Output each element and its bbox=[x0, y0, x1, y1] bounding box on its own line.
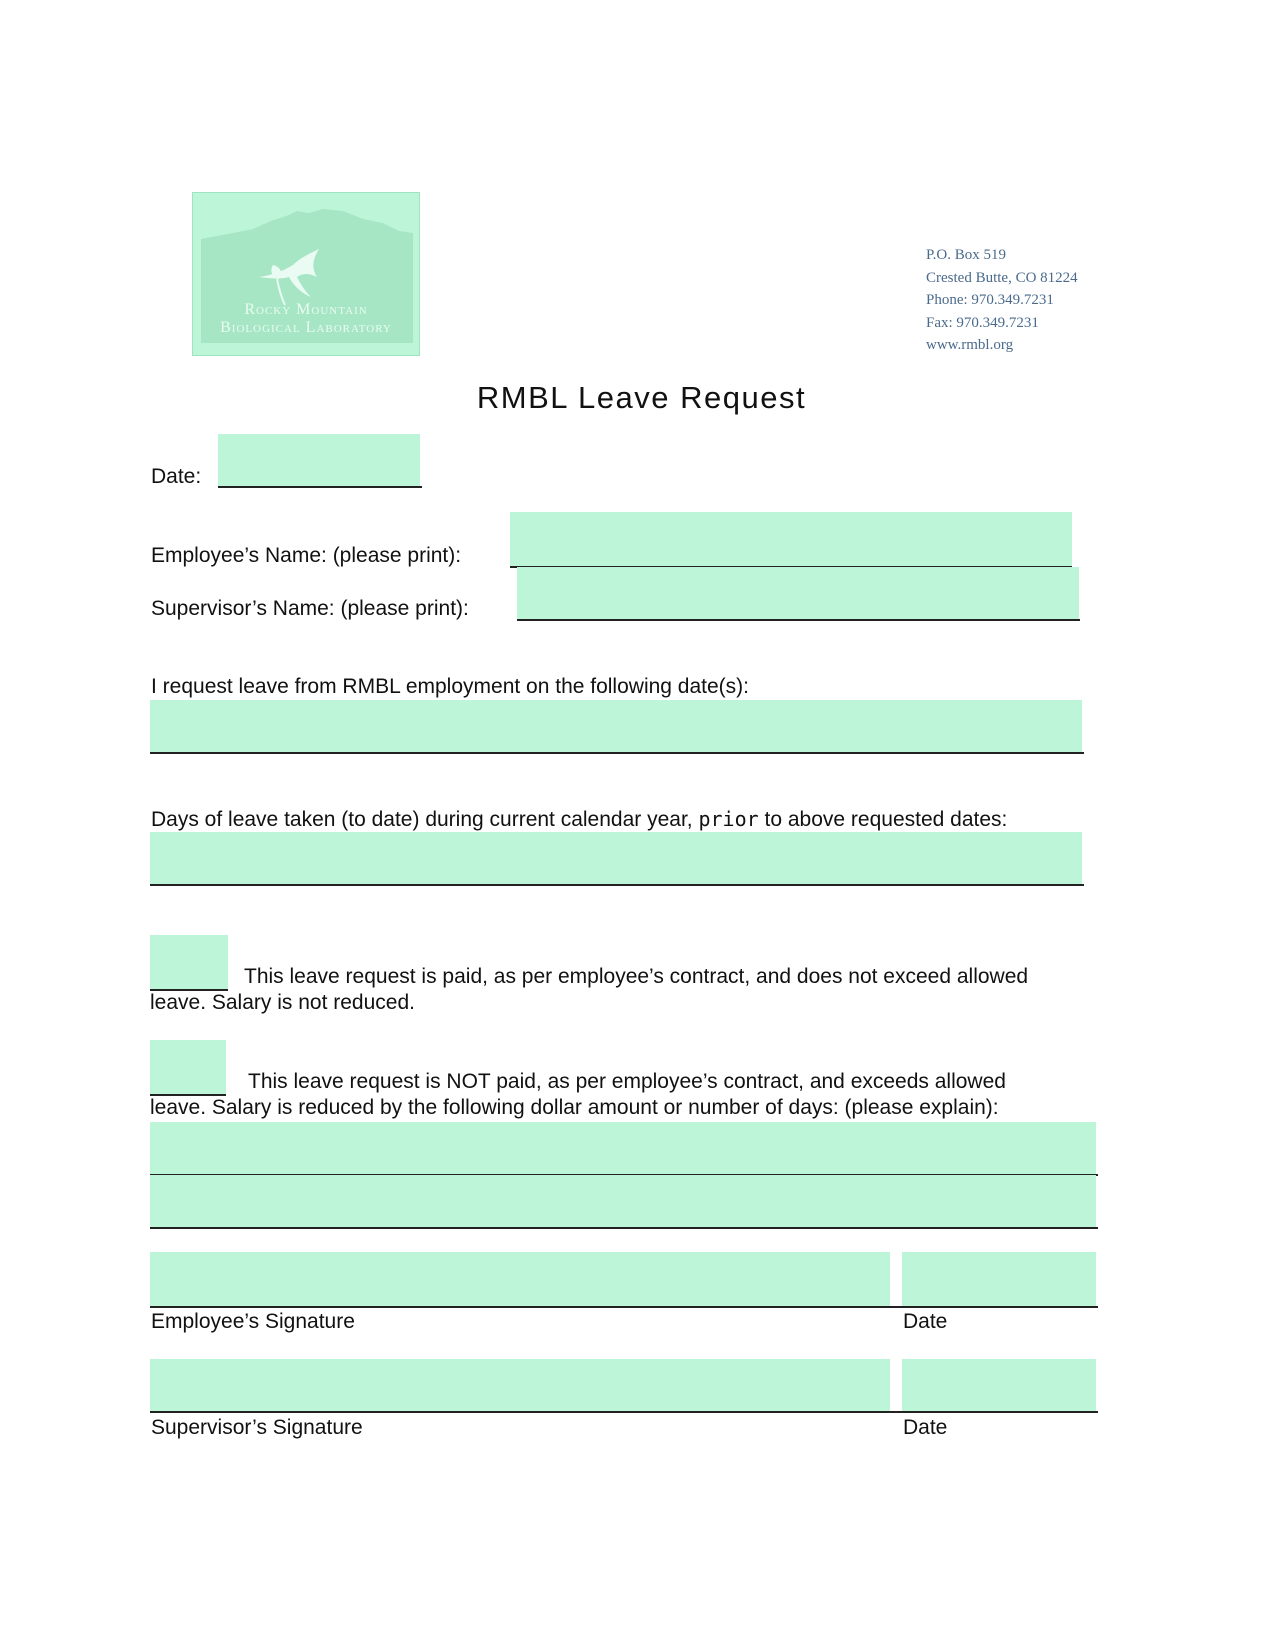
employee-signature-date-field[interactable] bbox=[902, 1252, 1096, 1306]
paid-statement-line1: This leave request is paid, as per employee’s contract, and does not exceed allowed bbox=[244, 965, 1029, 988]
leave-dates-label: I request leave from RMBL employment on the following date(s): bbox=[151, 675, 749, 698]
supervisor-signature-date-field[interactable] bbox=[902, 1359, 1096, 1411]
supervisor-signature-date-label: Date bbox=[903, 1416, 948, 1439]
days-taken-label-start: Days of leave taken (to date) during current calendar year, bbox=[151, 808, 699, 831]
logo-text-line2: Biological Laboratory bbox=[220, 319, 392, 336]
days-taken-underline bbox=[150, 884, 1084, 886]
days-taken-field[interactable] bbox=[150, 832, 1082, 884]
supervisor-signature-field[interactable] bbox=[150, 1359, 890, 1411]
logo-text-line1: Rocky Mountain bbox=[244, 301, 368, 318]
days-taken-label bbox=[151, 806, 1007, 833]
days-taken-label-end: to above requested dates: bbox=[758, 808, 1008, 831]
leave-dates-underline bbox=[150, 752, 1084, 754]
address-phone: Phone: 970.349.7231 bbox=[926, 292, 1054, 309]
supervisor-name-label: Supervisor’s Name: (please print): bbox=[151, 597, 469, 620]
employee-signature-label: Employee’s Signature bbox=[151, 1310, 355, 1333]
address-block bbox=[926, 244, 1078, 357]
explanation-field-2[interactable] bbox=[150, 1175, 1096, 1227]
address-po-box: P.O. Box 519 bbox=[926, 247, 1007, 263]
supervisor-name-field[interactable] bbox=[517, 567, 1079, 619]
supervisor-signature-underline bbox=[150, 1411, 1098, 1413]
days-taken-label-prior: prior bbox=[698, 807, 759, 831]
employee-signature-underline bbox=[150, 1306, 1098, 1308]
address-website: www.rmbl.org bbox=[926, 337, 1014, 354]
rmbl-logo bbox=[192, 192, 420, 356]
paid-statement bbox=[150, 964, 1128, 1016]
notpaid-statement-line1: This leave request is NOT paid, as per employee’s contract, and exceeds allowed bbox=[248, 1070, 1006, 1093]
address-city: Crested Butte, CO 81224 bbox=[926, 269, 1078, 286]
date-underline bbox=[218, 486, 422, 488]
employee-signature-field[interactable] bbox=[150, 1252, 890, 1306]
employee-signature-date-label: Date bbox=[903, 1310, 948, 1333]
address-fax: Fax: 970.349.7231 bbox=[926, 314, 1039, 331]
paid-statement-line2: leave. Salary is not reduced. bbox=[150, 991, 415, 1014]
notpaid-statement bbox=[150, 1069, 1128, 1121]
supervisor-name-underline bbox=[517, 619, 1080, 621]
notpaid-statement-line2: leave. Salary is reduced by the following dollar amount or number of days: (please explain): bbox=[150, 1096, 999, 1119]
explanation-field-1[interactable] bbox=[150, 1122, 1096, 1174]
employee-name-label: Employee’s Name: (please print): bbox=[151, 544, 462, 567]
date-field[interactable] bbox=[218, 434, 420, 486]
date-label: Date: bbox=[151, 465, 202, 488]
employee-name-field[interactable] bbox=[510, 512, 1072, 566]
supervisor-signature-label: Supervisor’s Signature bbox=[151, 1416, 363, 1439]
page-title: RMBL Leave Request bbox=[476, 380, 807, 415]
explanation-underline-2 bbox=[150, 1227, 1098, 1229]
leave-dates-field[interactable] bbox=[150, 700, 1082, 752]
